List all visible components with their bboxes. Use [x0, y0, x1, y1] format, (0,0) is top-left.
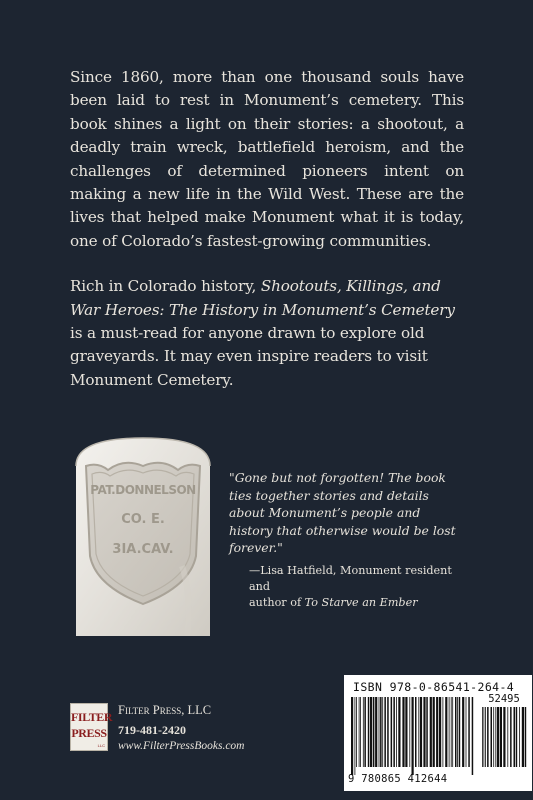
blurb-paragraph-2-intro: Rich in Colorado history,	[70, 277, 261, 296]
quote-attribution	[229, 563, 465, 611]
barcode-bar	[415, 697, 417, 767]
quote-text: "Gone but not forgotten! The book ties together stories and details about Monument’s people and history that otherwise would be lost forever."	[229, 470, 456, 556]
barcode-bar	[375, 697, 377, 767]
barcode-bar	[387, 697, 389, 767]
barcode-bar	[451, 697, 452, 767]
barcode-bar	[380, 697, 382, 767]
barcode-bar	[382, 697, 383, 767]
blurb-paragraph-2-end: is a must-read for anyone drawn to explore old graveyards. It may even inspire readers to visit Monument Cemetery.	[70, 324, 428, 389]
barcode-bar	[379, 697, 380, 767]
barcode-bar	[485, 707, 486, 767]
isbn-label: ISBN 978-0-86541-264-4	[353, 680, 515, 694]
barcode-bar	[522, 707, 524, 767]
barcode-bar	[493, 707, 494, 767]
publisher-website: www.FilterPressBooks.com	[118, 740, 245, 752]
barcode-bar	[457, 697, 458, 767]
barcode-bar	[449, 697, 450, 767]
barcode-bar	[497, 707, 499, 767]
barcode-bar	[491, 707, 493, 767]
barcode-bar	[370, 697, 372, 767]
barcode-bar	[459, 697, 461, 767]
barcode-bar	[384, 697, 386, 767]
barcode-bar	[409, 697, 410, 767]
barcode-bar	[433, 697, 435, 767]
publisher-info	[118, 702, 245, 754]
logo-line-1: FILTER	[71, 710, 113, 724]
barcode-bar	[391, 697, 393, 767]
barcode-bar	[364, 697, 366, 767]
barcode-addon-digits: 52495	[488, 693, 520, 705]
publisher-logo	[70, 703, 113, 751]
barcode-bar	[393, 697, 395, 767]
barcode-bar	[360, 697, 361, 767]
barcode-bar	[363, 697, 364, 767]
blurb-paragraph-2	[70, 275, 464, 392]
attribution-line-1: —Lisa Hatfield, Monument resident and	[249, 563, 452, 593]
barcode-bar	[356, 697, 357, 767]
barcode-bar	[452, 697, 453, 767]
blurb-text	[70, 66, 464, 414]
publisher-phone: 719-481-2420	[118, 723, 186, 737]
barcode-bar	[516, 707, 518, 767]
endorsement-quote	[229, 469, 465, 611]
logo-line-2: PRESS	[71, 726, 107, 740]
barcode-bar	[359, 697, 360, 767]
barcode-bar	[482, 707, 483, 767]
barcode-bar	[445, 697, 447, 767]
barcode-bar	[402, 697, 404, 767]
barcode-bar	[487, 707, 489, 767]
headstone-line-1: PAT.DONNELSON	[90, 483, 196, 497]
barcode-bar	[510, 707, 512, 767]
barcode-bar	[462, 697, 464, 767]
barcode-bar	[495, 707, 496, 767]
barcode-bar	[355, 697, 356, 775]
barcode-ean-digits: 9 780865 412644	[348, 773, 448, 785]
headstone-line-3: 3IA.CAV.	[112, 542, 174, 557]
barcode-bar	[525, 707, 527, 767]
barcode-bar	[430, 697, 432, 767]
barcode-bar	[455, 697, 457, 767]
barcode-bar	[418, 697, 419, 767]
barcode-bar	[423, 697, 425, 767]
barcode-bar	[466, 697, 467, 767]
isbn-barcode	[344, 675, 532, 791]
barcode-bar	[373, 697, 375, 767]
book-title: Shootouts, Killings, and War Heroes: The History in Monument’s Cemetery	[70, 277, 455, 319]
barcode-bar	[519, 707, 520, 767]
attribution-line-2	[229, 595, 465, 611]
attribution-book-title: To Starve an Ember	[304, 595, 418, 609]
barcode-bar	[514, 707, 516, 767]
headstone-line-2: CO. E.	[121, 512, 165, 527]
barcode-bar	[412, 697, 414, 775]
barcode-addon-bars	[481, 707, 527, 775]
barcode-bar	[507, 707, 508, 767]
barcode-bar	[436, 697, 438, 767]
barcode-bar	[351, 697, 353, 775]
barcode-bar	[426, 697, 428, 767]
headstone-photo	[72, 436, 214, 636]
barcode-bar	[500, 707, 502, 767]
barcode-bar	[443, 697, 444, 767]
barcode-bar	[439, 697, 441, 767]
barcode-main-bars	[350, 697, 474, 775]
blurb-paragraph-1: Since 1860, more than one thousand souls have been laid to rest in Monument’s cemetery. This book shines a light on their stories: a shootout, a deadly train wreck, battlefield heroism, and the challenges of determined pioneers intent on making a new life in the Wild West. These are the lives that helped make Monument what it is today, one of Colorado’s fastest-growing communities.	[70, 68, 464, 250]
barcode-bar	[396, 697, 397, 767]
barcode-bar	[368, 697, 370, 767]
logo-llc: LLC	[97, 743, 105, 748]
barcode-bar	[405, 697, 407, 767]
publisher-name: Filter Press, LLC	[118, 703, 212, 717]
barcode-bar	[472, 697, 474, 775]
barcode-bar	[420, 697, 422, 767]
barcode-bar	[503, 707, 505, 767]
attribution-prefix: author of	[249, 595, 305, 609]
barcode-bar	[398, 697, 400, 767]
barcode-bar	[468, 697, 470, 767]
barcode-bar	[484, 707, 485, 767]
